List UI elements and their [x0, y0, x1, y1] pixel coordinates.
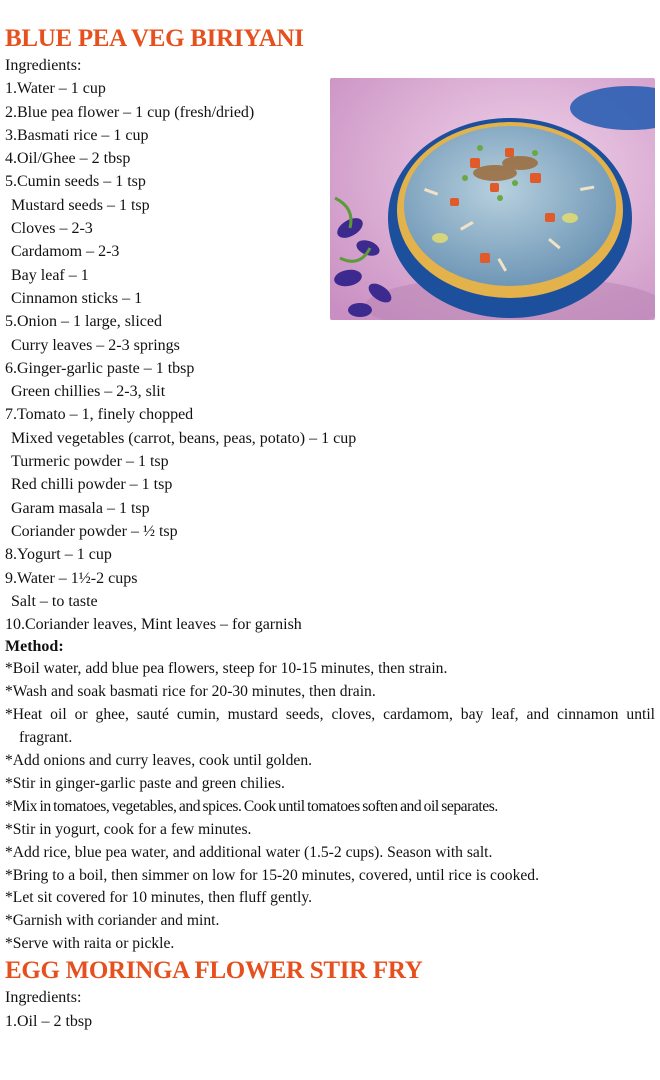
ingredient-item: Cardamom – 2-3 [11, 243, 120, 261]
ingredient-item: Mustard seeds – 1 tsp [11, 196, 150, 214]
ingredient-item: Red chilli powder – 1 tsp [11, 476, 173, 494]
recipe2-ingredients-list [5, 1010, 655, 1033]
method-step: *Serve with raita or pickle. [5, 935, 175, 953]
ingredient-item: 1.Water – 1 cup [5, 80, 106, 98]
method-step: *Let sit covered for 10 minutes, then fluff gently. [5, 889, 313, 907]
method-step: *Stir in yogurt, cook for a few minutes. [5, 820, 252, 838]
ingredient-item: Coriander powder – ½ tsp [11, 522, 178, 540]
ingredient-item: 5.Cumin seeds – 1 tsp [5, 173, 146, 191]
ingredient-item: Bay leaf – 1 [11, 266, 89, 284]
ingredient-item: Salt – to taste [11, 592, 98, 610]
ingredient-item: 1.Oil – 2 tbsp [5, 1012, 93, 1030]
ingredient-item: Garam masala – 1 tsp [11, 499, 150, 517]
ingredient-item: 6.Ginger-garlic paste – 1 tbsp [5, 359, 195, 377]
ingredient-item: 3.Basmati rice – 1 cup [5, 126, 149, 144]
method-step: *Wash and soak basmati rice for 20-30 minutes, then drain. [5, 683, 376, 701]
ingredient-item: Green chillies – 2-3, slit [11, 383, 166, 401]
ingredient-item: 5.Onion – 1 large, sliced [5, 313, 163, 331]
recipe2-ingredients-label: Ingredients: [5, 989, 82, 1007]
ingredient-item: 4.Oil/Ghee – 2 tbsp [5, 150, 131, 168]
ingredient-item: Curry leaves – 2-3 springs [11, 336, 180, 354]
recipe1-method-list [5, 658, 655, 956]
method-step: *Boil water, add blue pea flowers, steep for 10-15 minutes, then strain. [5, 660, 448, 678]
method-step: *Stir in ginger-garlic paste and green chilies. [5, 774, 285, 792]
ingredient-item: 10.Coriander leaves, Mint leaves – for garnish [5, 616, 302, 634]
ingredient-item: 7.Tomato – 1, finely chopped [5, 406, 194, 424]
biryani-dish-photo [330, 78, 655, 320]
ingredient-item: Cloves – 2-3 [11, 220, 93, 238]
method-step: *Garnish with coriander and mint. [5, 912, 220, 930]
method-step: *Add rice, blue pea water, and additional water (1.5-2 cups). Season with salt. [5, 843, 493, 861]
recipe1-title: BLUE PEA VEG BIRIYANI [5, 25, 304, 52]
biryani-bowl-illustration [330, 78, 655, 320]
ingredient-item: 8.Yogurt – 1 cup [5, 546, 112, 564]
method-step: *Heat oil or ghee, sauté cumin, mustard seeds, cloves, cardamom, bay leaf, and cinnamon until fragrant. [5, 706, 655, 747]
method-step: *Bring to a boil, then simmer on low for 15-20 minutes, covered, until rice is cooked. [5, 866, 539, 884]
ingredient-item: Mixed vegetables (carrot, beans, peas, potato) – 1 cup [11, 429, 357, 447]
ingredient-item: 2.Blue pea flower – 1 cup (fresh/dried) [5, 103, 255, 121]
recipe2-title: EGG MORINGA FLOWER STIR FRY [5, 957, 423, 985]
method-step: *Add onions and curry leaves, cook until golden. [5, 752, 313, 770]
ingredient-item: Cinnamon sticks – 1 [11, 289, 143, 307]
ingredient-item: Turmeric powder – 1 tsp [11, 453, 169, 471]
method-step: *Mix in tomatoes, vegetables, and spices. Cook until tomatoes soften and oil separates. [5, 797, 498, 815]
recipe1-method-label: Method: [5, 638, 64, 656]
ingredient-item: 9.Water – 1½-2 cups [5, 569, 138, 587]
recipe1-ingredients-label: Ingredients: [5, 57, 82, 74]
